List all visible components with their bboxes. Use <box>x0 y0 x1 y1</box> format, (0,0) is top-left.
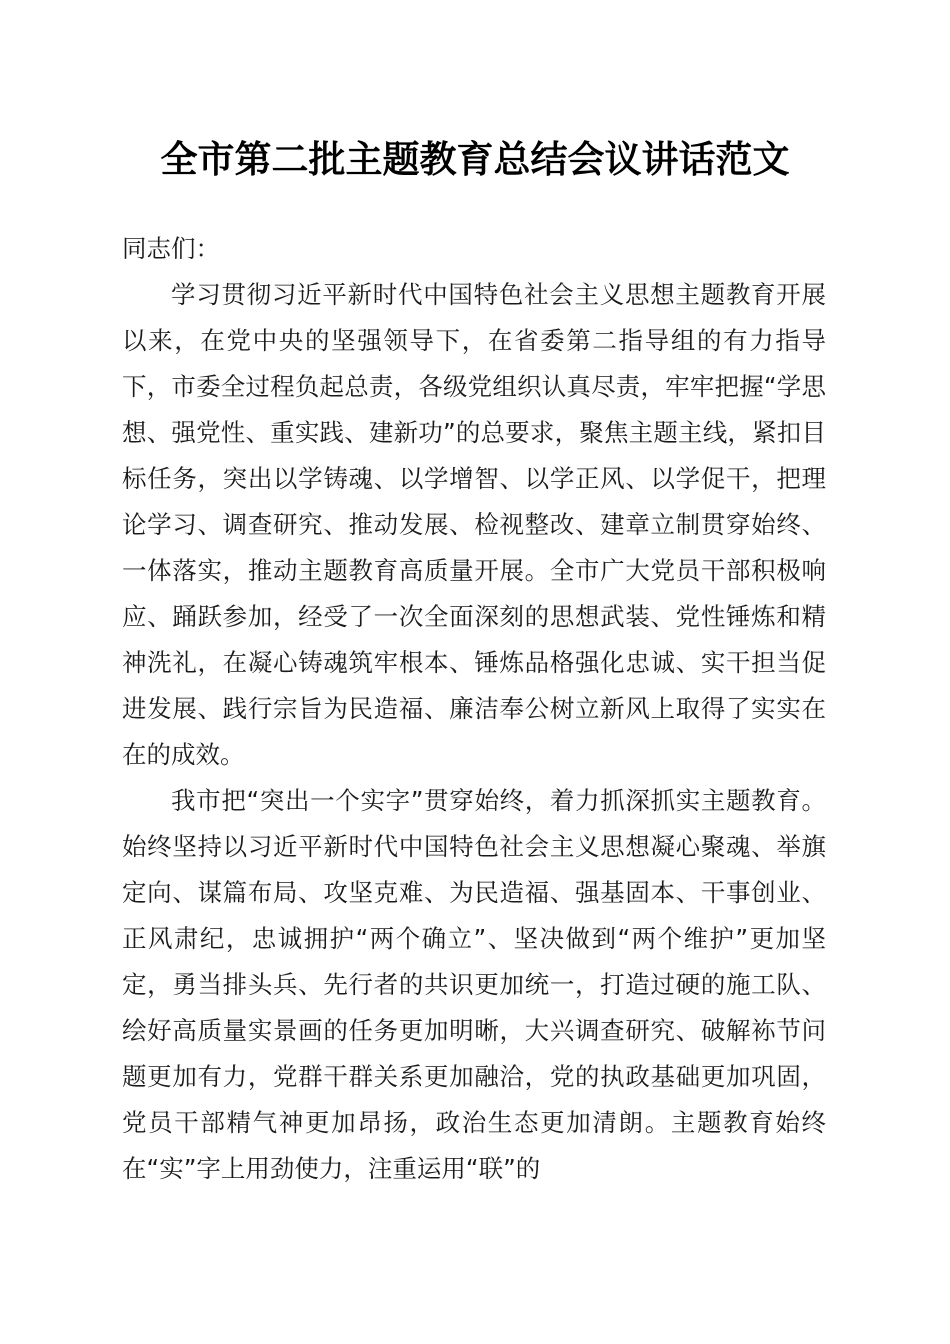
paragraph-1: 学习贯彻习近平新时代中国特色社会主义思想主题教育开展以来，在党中央的坚强领导下，在省委第二指导组的有力指导下，市委全过程负起总责，各级党组织认真尽责，牢牢把握“学思想、强党性、重实践、建新功”的总要求，聚焦主题主线，紧扣目标任务，突出以学铸魂、以学增智、以学正风、以学促干，把理论学习、调查研究、推动发展、检视整改、建章立制贯穿始终、一体落实，推动主题教育高质量开展。全市广大党员干部积极响应、踊跃参加，经受了一次全面深刻的思想武装、党性锤炼和精神洗礼，在凝心铸魂筑牢根本、锤炼品格强化忠诚、实干担当促进发展、践行宗旨为民造福、廉洁奉公树立新风上取得了实实在在的成效。 <box>122 280 826 769</box>
document-title: 全市第二批主题教育总结会议讲话范文 <box>160 137 790 181</box>
paragraph-2: 我市把“突出一个实字”贯穿始终，着力抓深抓实主题教育。始终坚持以习近平新时代中国特色社会主义思想凝心聚魂、举旗定向、谋篇布局、攻坚克难、为民造福、强基固本、干事创业、正风肃纪，忠诚拥护“两个确立”、坚决做到“两个维护”更加坚定，勇当排头兵、先行者的共识更加统一，打造过硬的施工队、绘好高质量实景画的任务更加明晰，大兴调查研究、破解袮节问题更加有力，党群干群关系更加融洽，党的执政基础更加巩固，党员干部精气神更加昂扬，政治生态更加清朗。主题教育始终在“实”字上用劲使力，注重运用“联”的 <box>122 786 826 1183</box>
document-body <box>122 226 826 1192</box>
greeting: 同志们： <box>122 234 220 263</box>
